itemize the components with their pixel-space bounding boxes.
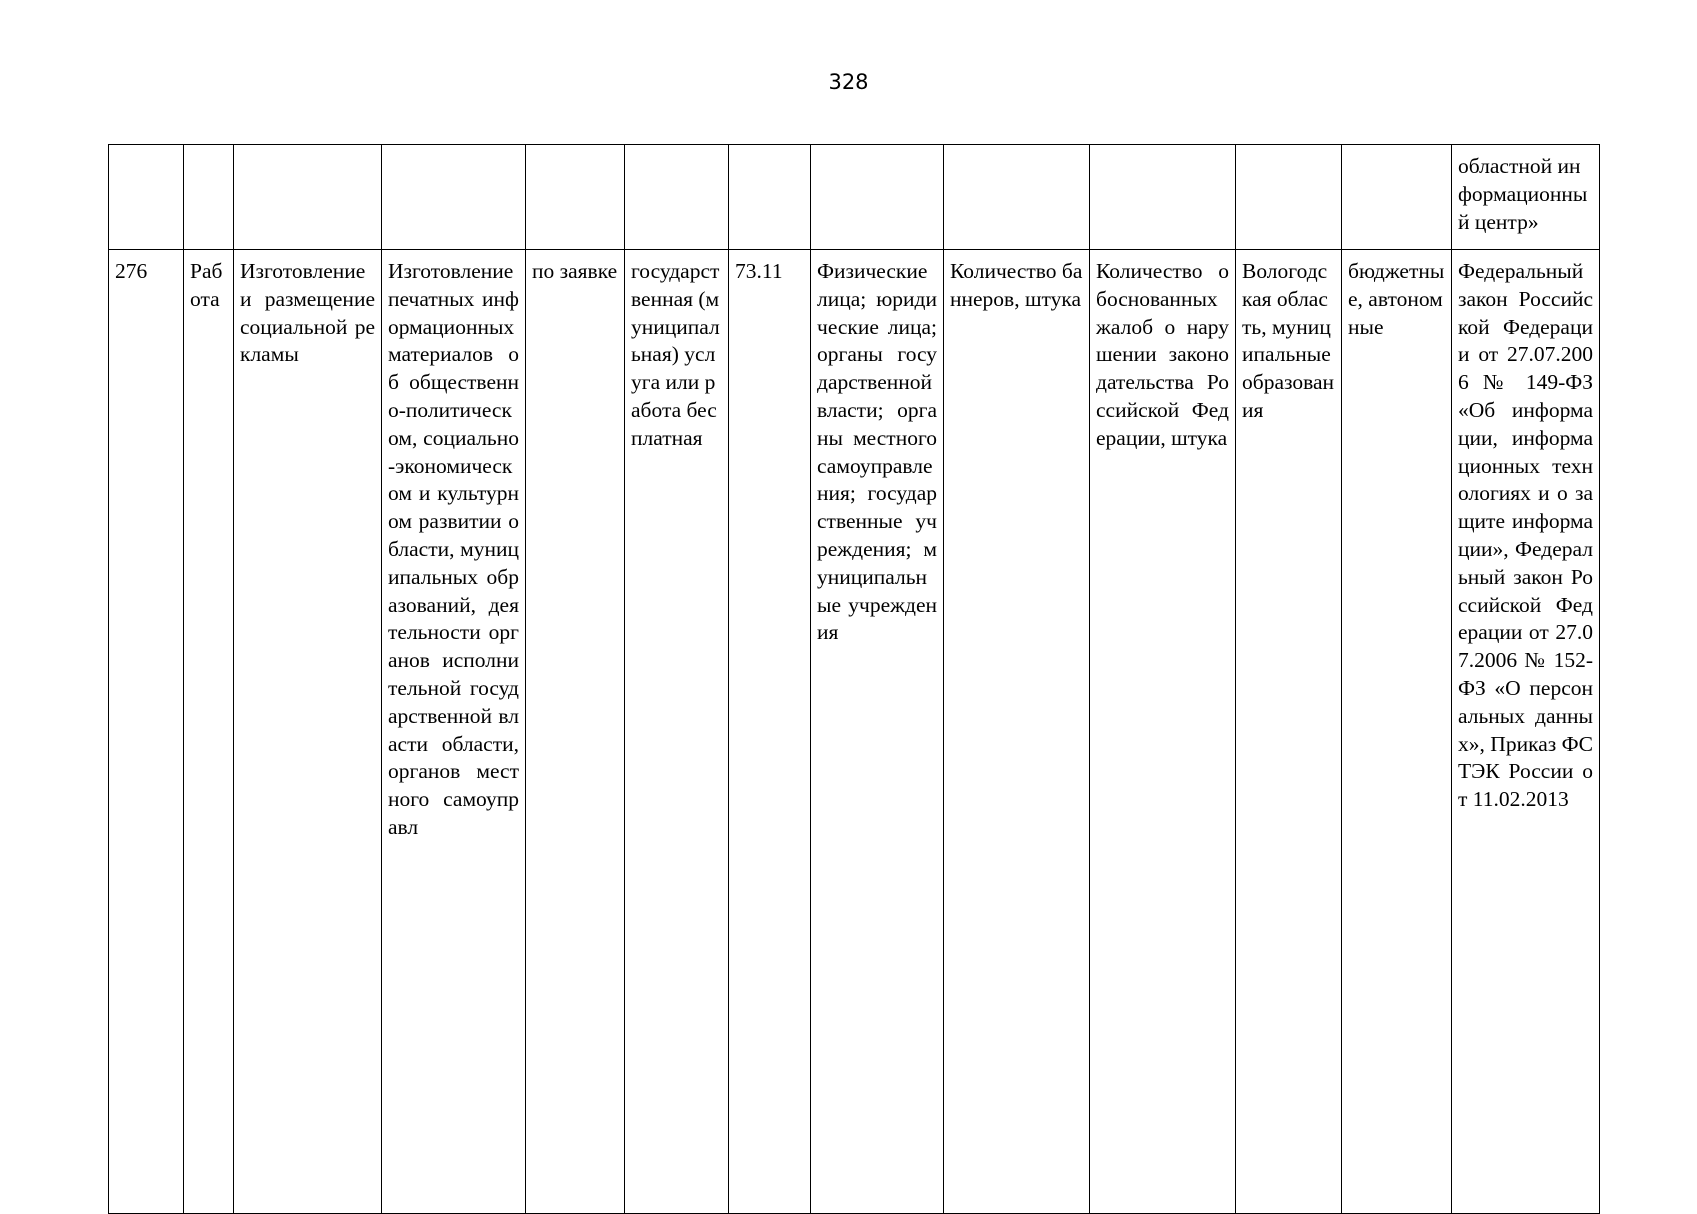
table-cell xyxy=(526,145,625,250)
services-table xyxy=(108,144,1600,1214)
table-cell xyxy=(811,145,944,250)
legal-basis-cell: Федеральный закон Российской Федерации от 27.07.2006 № 149-ФЗ «Об информации, информационных технологиях и о защите информации», Федеральный закон Российской Федерации от 27.07.2006 № 152-ФЗ «О персональных данных», Приказ ФСТЭК России от 11.02.2013 xyxy=(1452,250,1600,1214)
code-cell: 73.11 xyxy=(729,250,811,1214)
territory-cell: Вологодская область, муниципальные образования xyxy=(1236,250,1342,1214)
row-type-cell: Работа xyxy=(184,250,234,1214)
table-cell xyxy=(184,145,234,250)
kind-cell: государственная (муниципальная) услуга или работа бесплатная xyxy=(625,250,729,1214)
institutions-cell: бюджетные, автономные xyxy=(1342,250,1452,1214)
legal-basis-continuation-cell: областной информационный центр» xyxy=(1452,145,1600,250)
service-content-cell: Изготовление печатных информационных материалов об общественно-политическом, социально-экономическом и культурном развитии области, муниципальных образований, деятельности органов исполнительной государственной власти области, органов местного самоуправл xyxy=(382,250,526,1214)
page-number: 328 xyxy=(828,70,869,94)
table-cell xyxy=(1090,145,1236,250)
table-cell xyxy=(625,145,729,250)
consumers-cell: Физические лица; юридические лица; органы государственной власти; органы местного самоуправления; государственные учреждения; муниципальные учреждения xyxy=(811,250,944,1214)
table-cell xyxy=(382,145,526,250)
table-cell xyxy=(109,145,184,250)
table-cell xyxy=(1236,145,1342,250)
condition-cell: по заявке xyxy=(526,250,625,1214)
table-cell xyxy=(1342,145,1452,250)
row-number-cell: 276 xyxy=(109,250,184,1214)
table-cell xyxy=(234,145,382,250)
table-cell xyxy=(729,145,811,250)
volume-indicator-cell: Количество баннеров, штука xyxy=(944,250,1090,1214)
table-cell xyxy=(944,145,1090,250)
table-row xyxy=(109,250,1600,1214)
service-name-cell: Изготовление и размещение социальной рекламы xyxy=(234,250,382,1214)
quality-indicator-cell: Количество обоснованных жалоб о нарушении законодательства Российской Федерации, штука xyxy=(1090,250,1236,1214)
table-row-continuation xyxy=(109,145,1600,250)
